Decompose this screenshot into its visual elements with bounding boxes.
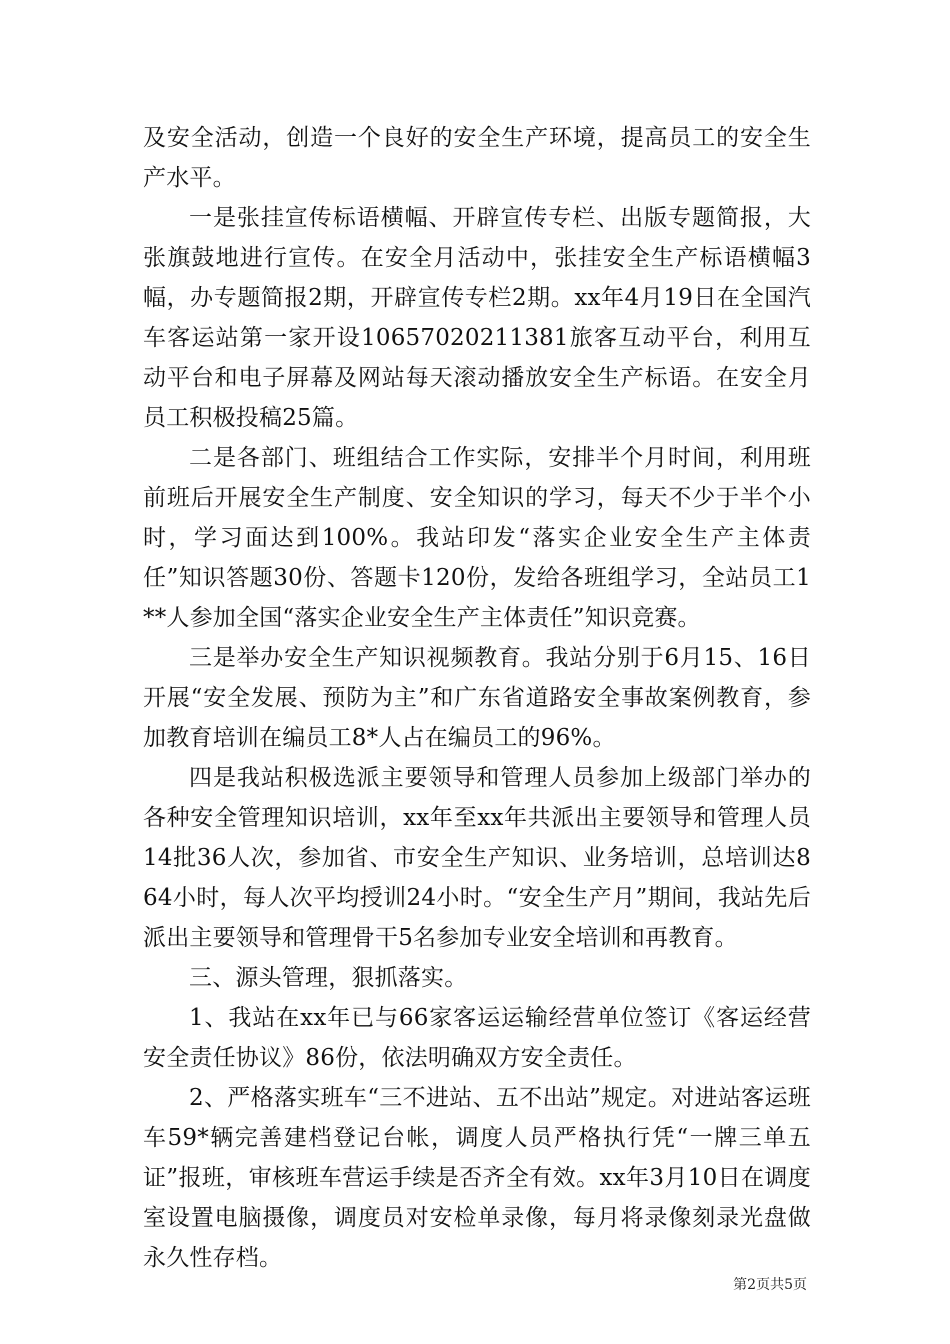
paragraph-training: 四是我站积极选派主要领导和管理人员参加上级部门举办的各种安全管理知识培训，xx年至xx年共派出主要领导和管理人员14批36人次，参加省、市安全生产知识、业务培训，总培训达864小时，每人次平均授训24小时。“安全生产月”期间，我站先后派出主要领导和管理骨干5名参加专业安全培训和再教育。 bbox=[143, 765, 811, 951]
paragraph-agreements: 1、我站在xx年已与66家客运运输经营单位签订《客运经营安全责任协议》86份，依法明确双方安全责任。 bbox=[143, 1005, 811, 1071]
paragraph-video-education: 三是举办安全生产知识视频教育。我站分别于6月15、16日开展“安全发展、预防为主”和广东省道路安全事故案例教育，参加教育培训在编员工8*人占在编员工的96%。 bbox=[143, 645, 811, 751]
document-body bbox=[143, 118, 811, 1278]
paragraph-shuttle-rules: 2、严格落实班车“三不进站、五不出站”规定。对进站客运班车59*辆完善建档登记台帐，调度人员严格执行凭“一牌三单五证”报班，审核班车营运手续是否齐全有效。xx年3月10日在调度室设置电脑摄像，调度员对安检单录像，每月将录像刻录光盘做永久性存档。 bbox=[143, 1085, 811, 1271]
section-heading-source-management: 三、源头管理，狠抓落实。 bbox=[189, 965, 468, 991]
paragraph-publicity: 一是张挂宣传标语横幅、开辟宣传专栏、出版专题简报，大张旗鼓地进行宣传。在安全月活动中，张挂安全生产标语横幅3幅，办专题简报2期，开辟宣传专栏2期。xx年4月19日在全国汽车客运站第一家开设10657020211381旅客互动平台，利用互动平台和电子屏幕及网站每天滚动播放安全生产标语。在安全月员工积极投稿25篇。 bbox=[143, 205, 811, 431]
paragraph-continuation: 及安全活动，创造一个良好的安全生产环境，提高员工的安全生产水平。 bbox=[143, 125, 811, 191]
page-number-footer: 第2页共5页 bbox=[733, 1277, 807, 1293]
paragraph-study: 二是各部门、班组结合工作实际，安排半个月时间，利用班前班后开展安全生产制度、安全知识的学习，每天不少于半个小时，学习面达到100%。我站印发“落实企业安全生产主体责任”知识答题30份、答题卡120份，发给各班组学习，全站员工1**人参加全国“落实企业安全生产主体责任”知识竞赛。 bbox=[143, 445, 811, 631]
